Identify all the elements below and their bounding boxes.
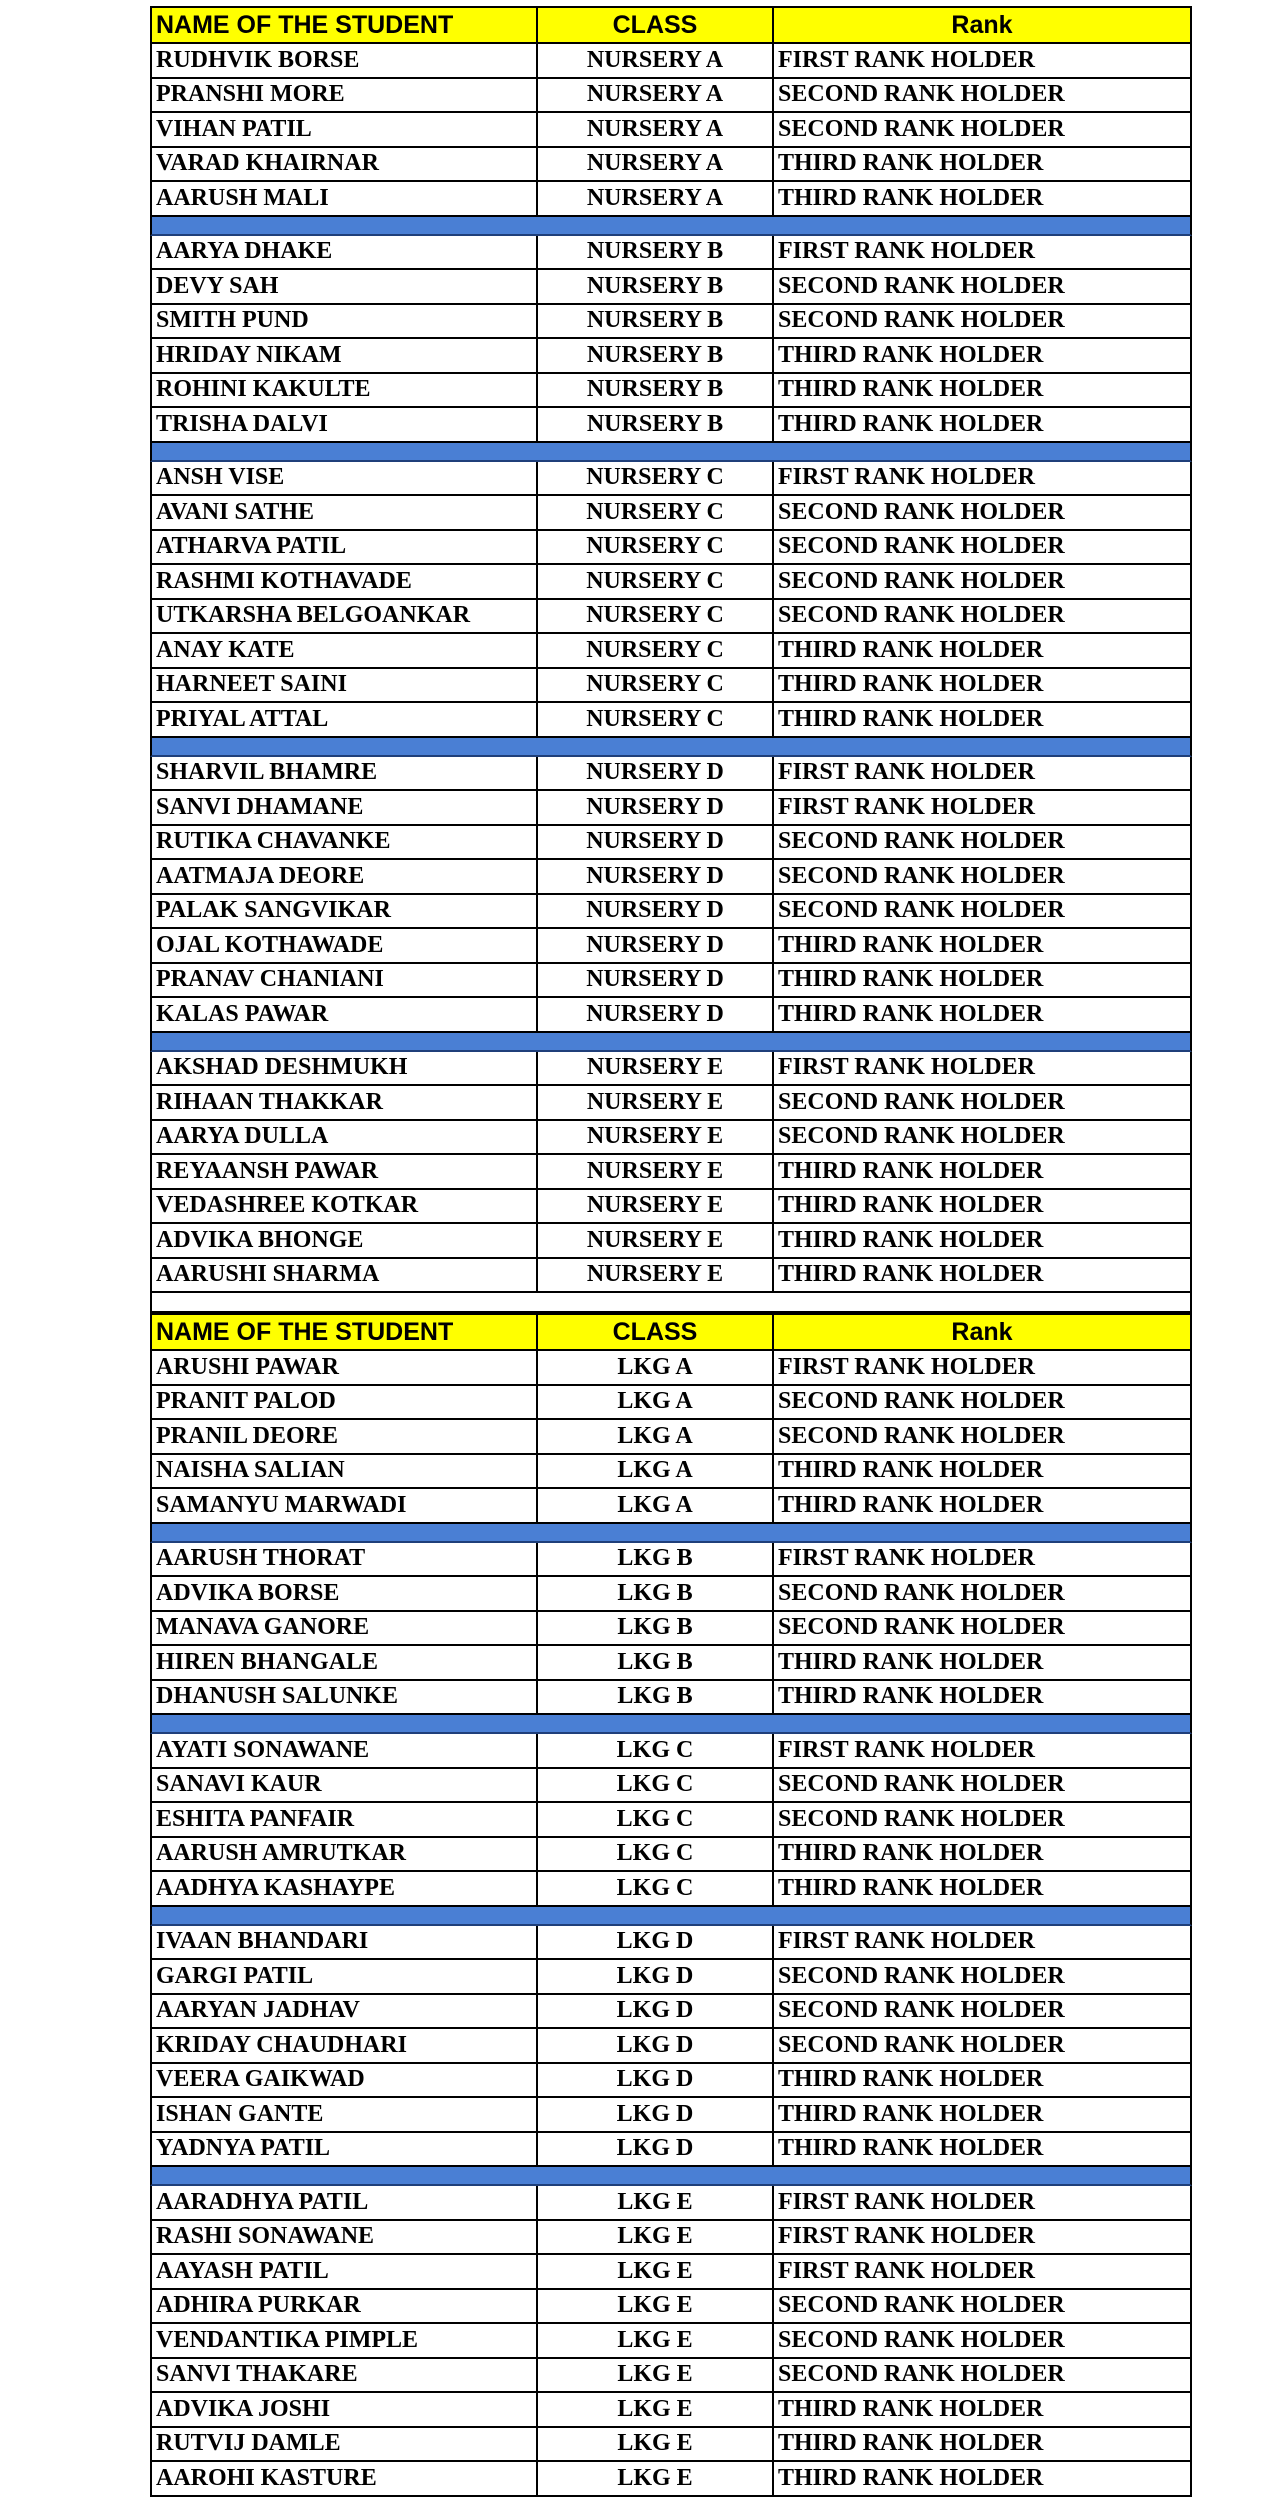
table-row <box>150 1646 1192 1681</box>
student-class: NURSERY E <box>538 1121 774 1154</box>
section-group <box>150 1351 1192 1524</box>
student-class: NURSERY A <box>538 44 774 77</box>
student-class: LKG D <box>538 1960 774 1993</box>
table-row <box>150 236 1192 271</box>
section-separator <box>150 1524 1192 1543</box>
class-column-header: CLASS <box>538 8 774 42</box>
student-rank: THIRD RANK HOLDER <box>778 410 1044 437</box>
student-class: LKG D <box>538 2098 774 2131</box>
section-group <box>150 1926 1192 2168</box>
student-name: AVANI SATHE <box>152 496 538 529</box>
student-class: NURSERY D <box>538 998 774 1031</box>
student-rank: SECOND RANK HOLDER <box>778 115 1065 142</box>
student-name: ADVIKA JOSHI <box>152 2393 538 2426</box>
student-class: LKG E <box>538 2324 774 2357</box>
student-class: NURSERY A <box>538 113 774 146</box>
table-row <box>150 2029 1192 2064</box>
blank-row <box>150 1293 1192 1313</box>
student-class: LKG B <box>538 1681 774 1714</box>
student-rank: THIRD RANK HOLDER <box>778 1157 1044 1184</box>
section-group <box>150 462 1192 738</box>
student-class: NURSERY D <box>538 929 774 962</box>
table-row <box>150 2221 1192 2256</box>
student-name: RASHI SONAWANE <box>152 2221 538 2254</box>
student-rank: THIRD RANK HOLDER <box>778 931 1044 958</box>
student-name: RUDHVIK BORSE <box>152 44 538 77</box>
student-rank: THIRD RANK HOLDER <box>778 1491 1044 1518</box>
table-row <box>150 2428 1192 2463</box>
table-row <box>150 1769 1192 1804</box>
student-rank: FIRST RANK HOLDER <box>778 1545 1035 1572</box>
student-name: AAYASH PATIL <box>152 2255 538 2288</box>
rank-column-header: Rank <box>951 1317 1013 1346</box>
student-rank: SECOND RANK HOLDER <box>778 1614 1065 1641</box>
table-row <box>150 1612 1192 1647</box>
student-class: NURSERY D <box>538 826 774 859</box>
student-name: AARUSH AMRUTKAR <box>152 1838 538 1871</box>
table-row <box>150 1259 1192 1294</box>
student-rank: THIRD RANK HOLDER <box>778 150 1044 177</box>
student-name: UTKARSHA BELGOANKAR <box>152 600 538 633</box>
student-name: HRIDAY NIKAM <box>152 339 538 372</box>
table-row <box>150 895 1192 930</box>
student-name: NAISHA SALIAN <box>152 1455 538 1488</box>
table-row <box>150 2098 1192 2133</box>
table-row <box>150 408 1192 443</box>
table-row <box>150 1121 1192 1156</box>
student-class: NURSERY E <box>538 1155 774 1188</box>
student-name: PRANIL DEORE <box>152 1420 538 1453</box>
table-row <box>150 1190 1192 1225</box>
student-name: AAROHI KASTURE <box>152 2462 538 2495</box>
student-rank: SECOND RANK HOLDER <box>778 2292 1065 2319</box>
table-row <box>150 1086 1192 1121</box>
student-rank: SECOND RANK HOLDER <box>778 897 1065 924</box>
student-class: NURSERY C <box>538 703 774 736</box>
student-rank: THIRD RANK HOLDER <box>778 1000 1044 1027</box>
student-rank: THIRD RANK HOLDER <box>778 2395 1044 2422</box>
student-rank: SECOND RANK HOLDER <box>778 567 1065 594</box>
student-class: NURSERY A <box>538 182 774 215</box>
student-rank: THIRD RANK HOLDER <box>778 341 1044 368</box>
student-rank: THIRD RANK HOLDER <box>778 671 1044 698</box>
student-class: NURSERY B <box>538 374 774 407</box>
student-rank: SECOND RANK HOLDER <box>778 1997 1065 2024</box>
student-rank: THIRD RANK HOLDER <box>778 636 1044 663</box>
student-class: NURSERY B <box>538 339 774 372</box>
student-rank: THIRD RANK HOLDER <box>778 705 1044 732</box>
student-name: AYATI SONAWANE <box>152 1734 538 1767</box>
student-class: LKG D <box>538 1995 774 2028</box>
student-rank: SECOND RANK HOLDER <box>778 272 1065 299</box>
student-class: LKG C <box>538 1872 774 1905</box>
section-group <box>150 44 1192 217</box>
section-group <box>150 2186 1192 2497</box>
student-name: YADNYA PATIL <box>152 2133 538 2166</box>
table-row <box>150 1455 1192 1490</box>
student-name: GARGI PATIL <box>152 1960 538 1993</box>
student-name: PRANIT PALOD <box>152 1386 538 1419</box>
table-row <box>150 826 1192 861</box>
table-row <box>150 1838 1192 1873</box>
section-group <box>150 236 1192 443</box>
student-class: LKG B <box>538 1543 774 1576</box>
section-separator <box>150 443 1192 462</box>
student-class: LKG E <box>538 2428 774 2461</box>
student-rank: THIRD RANK HOLDER <box>778 1840 1044 1867</box>
student-class: NURSERY B <box>538 270 774 303</box>
table-row <box>150 1926 1192 1961</box>
class-column-header: CLASS <box>538 1315 774 1349</box>
student-class: NURSERY C <box>538 634 774 667</box>
student-name: VIHAN PATIL <box>152 113 538 146</box>
student-rank: SECOND RANK HOLDER <box>778 2031 1065 2058</box>
table-row <box>150 462 1192 497</box>
student-class: LKG B <box>538 1577 774 1610</box>
student-name: SMITH PUND <box>152 305 538 338</box>
student-class: NURSERY D <box>538 860 774 893</box>
student-name: AARYAN JADHAV <box>152 1995 538 2028</box>
student-name: AARYA DULLA <box>152 1121 538 1154</box>
student-rank: SECOND RANK HOLDER <box>778 1123 1065 1150</box>
student-class: LKG A <box>538 1386 774 1419</box>
student-name: IVAAN BHANDARI <box>152 1926 538 1959</box>
student-class: NURSERY C <box>538 462 774 495</box>
student-class: LKG D <box>538 2064 774 2097</box>
student-class: NURSERY E <box>538 1259 774 1292</box>
student-rank: FIRST RANK HOLDER <box>778 793 1035 820</box>
student-rank: FIRST RANK HOLDER <box>778 2188 1035 2215</box>
student-name: OJAL KOTHAWADE <box>152 929 538 962</box>
table-row <box>150 270 1192 305</box>
student-class: LKG E <box>538 2290 774 2323</box>
table-row <box>150 669 1192 704</box>
student-name: HARNEET SAINI <box>152 669 538 702</box>
student-class: NURSERY E <box>538 1086 774 1119</box>
student-class: LKG E <box>538 2462 774 2495</box>
section-separator <box>150 1033 1192 1052</box>
student-name: ISHAN GANTE <box>152 2098 538 2131</box>
section-separator <box>150 1715 1192 1734</box>
student-class: NURSERY C <box>538 565 774 598</box>
student-class: NURSERY C <box>538 531 774 564</box>
table-row <box>150 339 1192 374</box>
student-class: NURSERY B <box>538 305 774 338</box>
table-row <box>150 1803 1192 1838</box>
student-rank: SECOND RANK HOLDER <box>778 1388 1065 1415</box>
table-row <box>150 757 1192 792</box>
student-class: NURSERY D <box>538 964 774 997</box>
student-rank: SECOND RANK HOLDER <box>778 1088 1065 1115</box>
student-class: LKG E <box>538 2221 774 2254</box>
student-rank: THIRD RANK HOLDER <box>778 2430 1044 2457</box>
student-class: LKG C <box>538 1769 774 1802</box>
student-name: KALAS PAWAR <box>152 998 538 1031</box>
student-class: NURSERY B <box>538 236 774 269</box>
student-name: VEDASHREE KOTKAR <box>152 1190 538 1223</box>
table-row <box>150 2359 1192 2394</box>
table-row <box>150 1489 1192 1524</box>
table-row <box>150 305 1192 340</box>
student-rank: SECOND RANK HOLDER <box>778 862 1065 889</box>
student-name: REYAANSH PAWAR <box>152 1155 538 1188</box>
student-class: NURSERY A <box>538 79 774 112</box>
table-row <box>150 1052 1192 1087</box>
student-name: AARUSHI SHARMA <box>152 1259 538 1292</box>
table-row <box>150 496 1192 531</box>
table-row <box>150 2393 1192 2428</box>
student-rank: FIRST RANK HOLDER <box>778 759 1035 786</box>
student-class: LKG A <box>538 1455 774 1488</box>
section-group <box>150 1052 1192 1294</box>
student-class: NURSERY C <box>538 600 774 633</box>
student-name: ARUSHI PAWAR <box>152 1351 538 1384</box>
table-row <box>150 964 1192 999</box>
table-row <box>150 1155 1192 1190</box>
table-row <box>150 860 1192 895</box>
student-rank: THIRD RANK HOLDER <box>778 1226 1044 1253</box>
rank-holders-table <box>150 6 1192 2497</box>
table-row <box>150 79 1192 114</box>
student-name: AKSHAD DESHMUKH <box>152 1052 538 1085</box>
student-name: AADHYA KASHAYPE <box>152 1872 538 1905</box>
student-rank: SECOND RANK HOLDER <box>778 533 1065 560</box>
student-rank: SECOND RANK HOLDER <box>778 1771 1065 1798</box>
student-rank: SECOND RANK HOLDER <box>778 602 1065 629</box>
student-name: ANAY KATE <box>152 634 538 667</box>
student-name: PRANAV CHANIANI <box>152 964 538 997</box>
student-class: LKG B <box>538 1612 774 1645</box>
student-name: ADHIRA PURKAR <box>152 2290 538 2323</box>
table-row <box>150 634 1192 669</box>
student-name: PALAK SANGVIKAR <box>152 895 538 928</box>
student-name: RASHMI KOTHAVADE <box>152 565 538 598</box>
student-rank: FIRST RANK HOLDER <box>778 1054 1035 1081</box>
student-name: SANAVI KAUR <box>152 1769 538 1802</box>
student-rank: THIRD RANK HOLDER <box>778 376 1044 403</box>
student-rank: THIRD RANK HOLDER <box>778 2135 1044 2162</box>
section-group <box>150 757 1192 1033</box>
student-rank: THIRD RANK HOLDER <box>778 1261 1044 1288</box>
student-rank: SECOND RANK HOLDER <box>778 81 1065 108</box>
student-rank: FIRST RANK HOLDER <box>778 46 1035 73</box>
student-rank: SECOND RANK HOLDER <box>778 1422 1065 1449</box>
student-name: SHARVIL BHAMRE <box>152 757 538 790</box>
student-rank: SECOND RANK HOLDER <box>778 307 1065 334</box>
student-name: AARUSH MALI <box>152 182 538 215</box>
student-rank: THIRD RANK HOLDER <box>778 2066 1044 2093</box>
table-row <box>150 1577 1192 1612</box>
student-rank: THIRD RANK HOLDER <box>778 1457 1044 1484</box>
section-separator <box>150 2167 1192 2186</box>
student-class: LKG C <box>538 1838 774 1871</box>
table-row <box>150 791 1192 826</box>
section-separator <box>150 1907 1192 1926</box>
student-name: SAMANYU MARWADI <box>152 1489 538 1522</box>
student-class: NURSERY E <box>538 1224 774 1257</box>
table-row <box>150 2290 1192 2325</box>
student-name: VARAD KHAIRNAR <box>152 148 538 181</box>
student-class: NURSERY E <box>538 1052 774 1085</box>
table-row <box>150 1224 1192 1259</box>
table-row <box>150 182 1192 217</box>
student-class: NURSERY C <box>538 496 774 529</box>
student-rank: FIRST RANK HOLDER <box>778 1928 1035 1955</box>
table-row <box>150 113 1192 148</box>
student-rank: THIRD RANK HOLDER <box>778 184 1044 211</box>
student-rank: SECOND RANK HOLDER <box>778 1962 1065 1989</box>
student-class: NURSERY D <box>538 757 774 790</box>
student-rank: FIRST RANK HOLDER <box>778 238 1035 265</box>
table-row <box>150 531 1192 566</box>
student-name: MANAVA GANORE <box>152 1612 538 1645</box>
student-name: RUTVIJ DAMLE <box>152 2428 538 2461</box>
table-row <box>150 703 1192 738</box>
student-name: TRISHA DALVI <box>152 408 538 441</box>
student-class: LKG E <box>538 2359 774 2392</box>
table-row <box>150 2324 1192 2359</box>
student-name: ESHITA PANFAIR <box>152 1803 538 1836</box>
student-class: LKG A <box>538 1351 774 1384</box>
table-row <box>150 44 1192 79</box>
student-class: LKG C <box>538 1734 774 1767</box>
student-name: ATHARVA PATIL <box>152 531 538 564</box>
student-class: LKG E <box>538 2186 774 2219</box>
section-separator <box>150 217 1192 236</box>
student-rank: FIRST RANK HOLDER <box>778 464 1035 491</box>
name-column-header: NAME OF THE STUDENT <box>152 1315 538 1349</box>
student-name: AARUSH THORAT <box>152 1543 538 1576</box>
student-rank: THIRD RANK HOLDER <box>778 966 1044 993</box>
student-rank: THIRD RANK HOLDER <box>778 1683 1044 1710</box>
student-name: PRANSHI MORE <box>152 79 538 112</box>
student-rank: THIRD RANK HOLDER <box>778 1192 1044 1219</box>
student-name: AARYA DHAKE <box>152 236 538 269</box>
student-rank: SECOND RANK HOLDER <box>778 1579 1065 1606</box>
student-name: ADVIKA BORSE <box>152 1577 538 1610</box>
table-row <box>150 1734 1192 1769</box>
student-class: LKG D <box>538 1926 774 1959</box>
table-row <box>150 1681 1192 1716</box>
student-class: NURSERY D <box>538 895 774 928</box>
student-class: NURSERY E <box>538 1190 774 1223</box>
student-rank: SECOND RANK HOLDER <box>778 498 1065 525</box>
student-rank: THIRD RANK HOLDER <box>778 2464 1044 2491</box>
student-class: LKG A <box>538 1420 774 1453</box>
table-row <box>150 1995 1192 2030</box>
student-name: RIHAAN THAKKAR <box>152 1086 538 1119</box>
student-name: SANVI DHAMANE <box>152 791 538 824</box>
student-rank: THIRD RANK HOLDER <box>778 2100 1044 2127</box>
student-rank: THIRD RANK HOLDER <box>778 1648 1044 1675</box>
student-name: VEERA GAIKWAD <box>152 2064 538 2097</box>
name-column-header: NAME OF THE STUDENT <box>152 8 538 42</box>
section-separator <box>150 738 1192 757</box>
table-header <box>150 1313 1192 1351</box>
table-row <box>150 929 1192 964</box>
student-rank: FIRST RANK HOLDER <box>778 2223 1035 2250</box>
section-group <box>150 1543 1192 1716</box>
table-row <box>150 600 1192 635</box>
table-row <box>150 1386 1192 1421</box>
student-rank: FIRST RANK HOLDER <box>778 1736 1035 1763</box>
table-row <box>150 2186 1192 2221</box>
student-class: LKG A <box>538 1489 774 1522</box>
table-row <box>150 2133 1192 2168</box>
table-row <box>150 998 1192 1033</box>
table-row <box>150 148 1192 183</box>
table-row <box>150 1420 1192 1455</box>
student-name: ADVIKA BHONGE <box>152 1224 538 1257</box>
student-rank: FIRST RANK HOLDER <box>778 1353 1035 1380</box>
student-rank: FIRST RANK HOLDER <box>778 2257 1035 2284</box>
student-class: LKG E <box>538 2393 774 2426</box>
student-rank: THIRD RANK HOLDER <box>778 1874 1044 1901</box>
student-name: DHANUSH SALUNKE <box>152 1681 538 1714</box>
table-row <box>150 1351 1192 1386</box>
table-row <box>150 2462 1192 2497</box>
student-class: NURSERY C <box>538 669 774 702</box>
student-name: PRIYAL ATTAL <box>152 703 538 736</box>
table-row <box>150 2255 1192 2290</box>
section-group <box>150 1734 1192 1907</box>
table-row <box>150 1960 1192 1995</box>
student-rank: SECOND RANK HOLDER <box>778 828 1065 855</box>
table-row <box>150 374 1192 409</box>
student-class: NURSERY A <box>538 148 774 181</box>
student-class: LKG B <box>538 1646 774 1679</box>
student-name: ROHINI KAKULTE <box>152 374 538 407</box>
table-row <box>150 1543 1192 1578</box>
student-name: AARADHYA PATIL <box>152 2186 538 2219</box>
table-header <box>150 6 1192 44</box>
table-row <box>150 2064 1192 2099</box>
table-row <box>150 565 1192 600</box>
student-class: LKG D <box>538 2133 774 2166</box>
student-rank: SECOND RANK HOLDER <box>778 2326 1065 2353</box>
student-rank: SECOND RANK HOLDER <box>778 1805 1065 1832</box>
student-class: NURSERY D <box>538 791 774 824</box>
rank-column-header: Rank <box>951 10 1013 39</box>
student-class: LKG C <box>538 1803 774 1836</box>
student-name: HIREN BHANGALE <box>152 1646 538 1679</box>
student-name: KRIDAY CHAUDHARI <box>152 2029 538 2062</box>
student-rank: SECOND RANK HOLDER <box>778 2361 1065 2388</box>
student-name: DEVY SAH <box>152 270 538 303</box>
table-row <box>150 1872 1192 1907</box>
student-class: LKG E <box>538 2255 774 2288</box>
student-name: ANSH VISE <box>152 462 538 495</box>
student-class: LKG D <box>538 2029 774 2062</box>
student-name: AATMAJA DEORE <box>152 860 538 893</box>
student-name: RUTIKA CHAVANKE <box>152 826 538 859</box>
student-class: NURSERY B <box>538 408 774 441</box>
student-name: SANVI THAKARE <box>152 2359 538 2392</box>
student-name: VENDANTIKA PIMPLE <box>152 2324 538 2357</box>
